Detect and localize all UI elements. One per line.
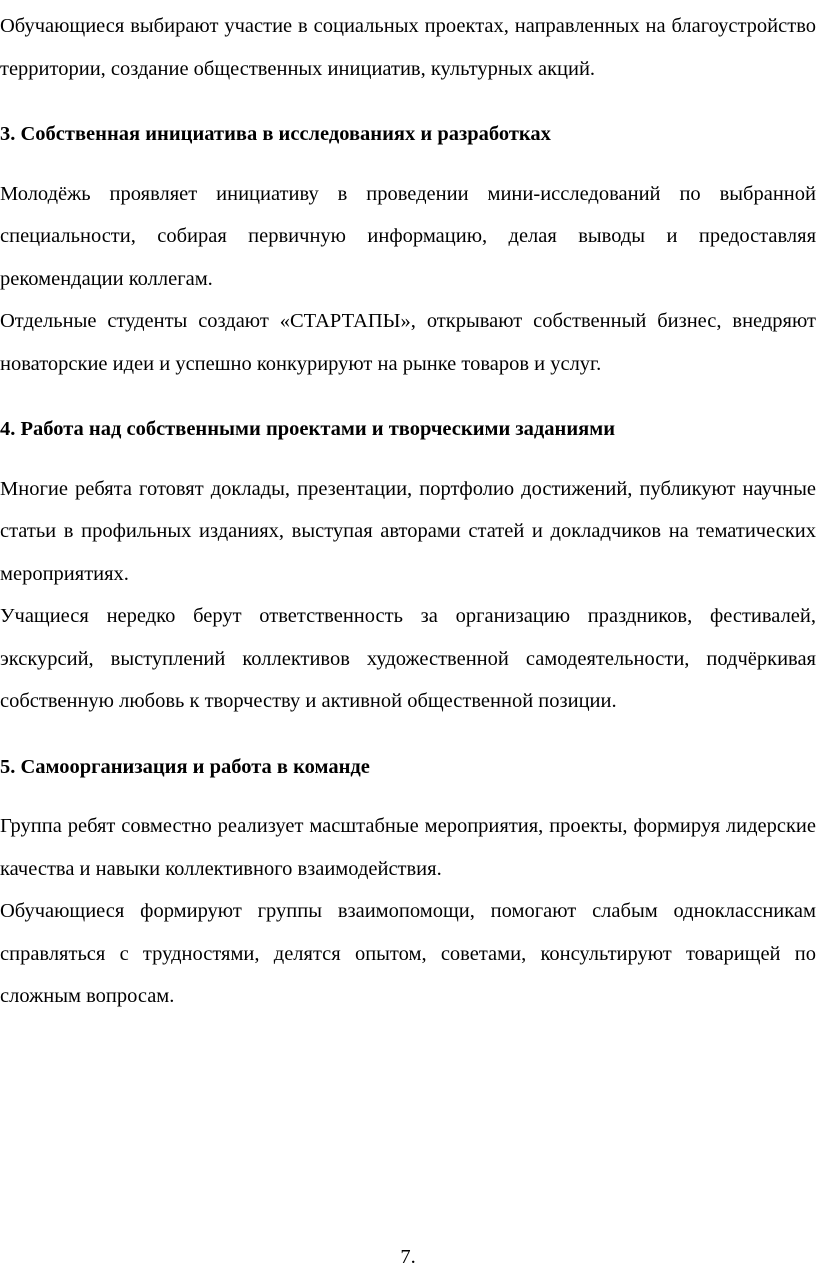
section-3-paragraph-1: Молодёжь проявляет инициативу в проведении мини-исследований по выбранной специальности, собирая первичную информацию, делая выводы и предоставляя рекомендации коллегам. [0, 182, 816, 290]
document-body [0, 5, 816, 1018]
section-4-paragraph-2: Учащиеся нередко берут ответственность за организацию праздников, фестивалей, экскурсий, выступлений коллективов художественной самодеятельности, подчёркивая собственную любовь к творчеству и активной общественной позиции. [0, 605, 816, 712]
section-4-heading: 4. Работа над собственными проектами и творческими заданиями [0, 418, 615, 440]
section-3-paragraph-2: Отдельные студенты создают «СТАРТАПЫ», открывают собственный бизнес, внедряют новаторские идеи и успешно конкурируют на рынке товаров и услуг. [0, 310, 816, 375]
section-4-paragraph-1: Многие ребята готовят доклады, презентации, портфолио достижений, публикуют научные статьи в профильных изданиях, выступая авторами статей и докладчиков на тематических мероприятиях. [0, 477, 816, 585]
section-5-heading: 5. Самоорганизация и работа в команде [0, 755, 370, 778]
intro-paragraph: Обучающиеся выбирают участие в социальных проектах, направленных на благоустройство территории, создание общественных инициатив, культурных акций. [0, 15, 816, 80]
section-5-paragraph-2: Обучающиеся формируют группы взаимопомощи, помогают слабым одноклассникам справляться с трудностями, делятся опытом, советами, консультируют товарищей по сложным вопросам. [0, 900, 816, 1007]
page-number: 7. [400, 1246, 416, 1268]
section-5-paragraph-1: Группа ребят совместно реализует масштабные мероприятия, проекты, формируя лидерские качества и навыки коллективного взаимодействия. [0, 815, 816, 880]
section-3-heading: 3. Собственная инициатива в исследованиях и разработках [0, 123, 551, 145]
